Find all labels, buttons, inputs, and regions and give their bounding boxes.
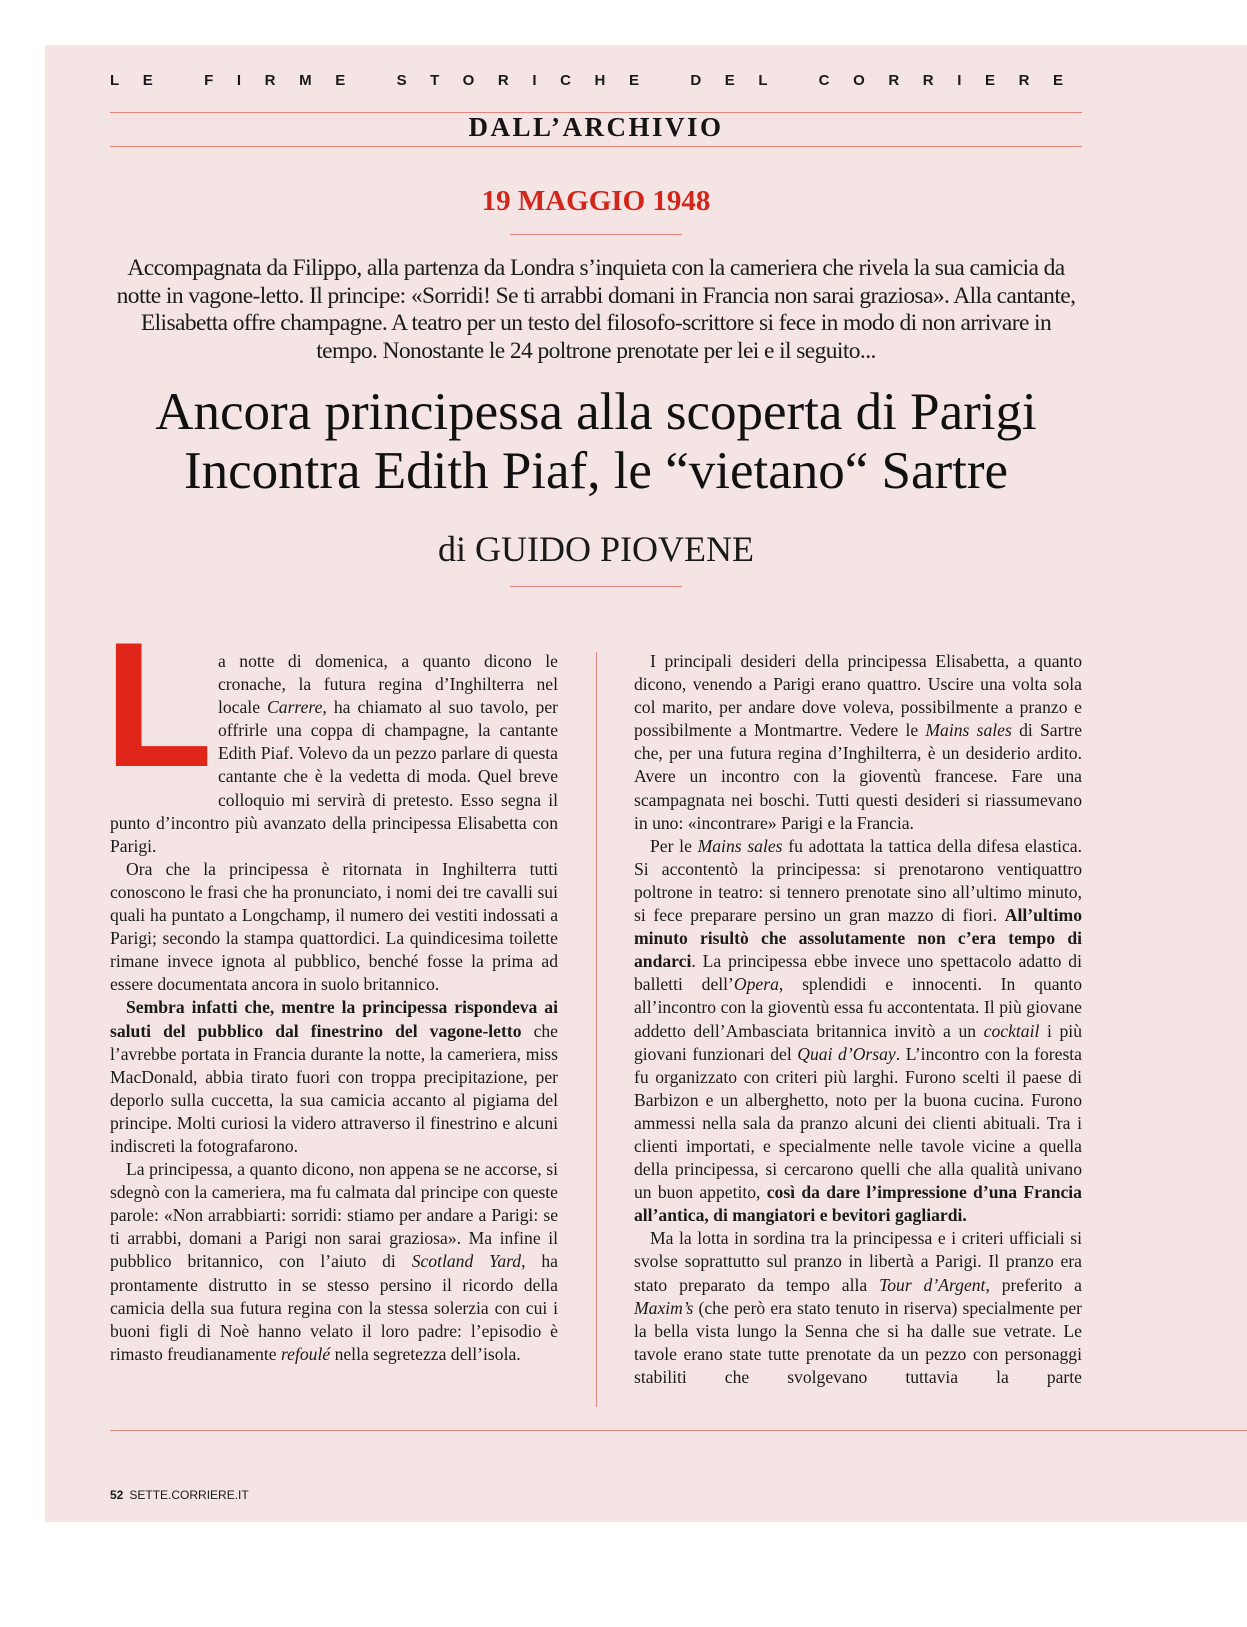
text: , ha chiamato al suo tavolo, per offrirle una coppa di champagne, la cantante Edith Piaf. Volevo da un pezzo parlare di questa cantante che è la vedetta di moda. Quel breve colloquio mi servirà di pretesto. Esso segna il punto d’incontro più avanzato della principessa Elisabetta con Parigi. — [110, 697, 558, 856]
column-divider — [596, 652, 597, 1407]
byline-rule — [510, 586, 682, 587]
italic-text: Mains sales — [925, 720, 1012, 741]
magazine-page — [45, 45, 1247, 1522]
series-kicker: LE FIRME STORICHE DEL CORRIERE — [110, 72, 1087, 89]
text: . La principessa ebbe invece uno spettacolo adatto di balletti dell’ — [634, 951, 1082, 995]
text: La principessa, a quanto dicono, non appena se ne accorse, si sdegnò con la cameriera, ma fu calmata dal principe con queste parole: «Non arrabbiarti: sorridi: stiamo per andare a Parigi: se ti arrabbi, domani a Parigi non sarai graziosa». Ma infine il pubblico britannico, con l’aiuto di — [110, 1159, 558, 1272]
body-paragraph — [110, 858, 558, 997]
text: Ma la lotta in sordina tra la principessa e i criteri ufficiali si svolse soprattutto sul pranzo in libertà a Parigi. Il pranzo era stato preparato da tempo alla — [634, 1228, 1082, 1295]
drop-cap-letter: L — [104, 605, 213, 804]
bold-text: Sembra infatti che, mentre la principessa rispondeva ai saluti del pubblico dal finestrino del vagone-letto — [110, 997, 558, 1041]
section-title: DALL’ARCHIVIO — [468, 112, 724, 142]
text: . L’incontro con la foresta fu organizzato con criteri più larghi. Furono scelti il paese di Barbizon e un alberghetto, noto per la buona cucina. Furono ammessi nella sala da pranzo alcuni dei clienti abituali. Tra i clienti importati, e specialmente nelle tavole vicine a quella della principessa, si cercarono quelli che alla qualità univano un buon appetito, — [634, 1043, 1082, 1203]
body-paragraph — [634, 650, 1082, 835]
article-deck: Accompagnata da Filippo, alla partenza da Londra s’inquieta con la cameriera che rivela la sua camicia da notte in vagone-letto. Il principe: «Sorridi! Se ti arrabbi domani in Francia non sarai graziosa». Alla cantante, Elisabetta offre champagne. A teatro per un testo del filosofo-scrittore si fece in modo di non arrivare in tempo. Nonostante le 24 poltrone prenotate per lei e il seguito... — [116, 255, 1076, 364]
body-paragraph — [634, 835, 1082, 1228]
footer-site: SETTE.CORRIERE.IT — [129, 1488, 249, 1502]
text: , preferito a — [985, 1274, 1082, 1295]
italic-text: Quai d’Orsay — [797, 1043, 896, 1064]
body-paragraph — [634, 1227, 1082, 1389]
body-paragraph — [110, 1158, 558, 1366]
drop-cap — [104, 605, 218, 804]
section-rule — [110, 146, 1082, 147]
text: che l’avrebbe portata in Francia durante la notte, la cameriera, miss MacDonald, abbia tirato fuori con troppa precipitazione, per deporlo sulla cuccetta, la sua camicia accanto al pigiama del principe. Molti curiosi la videro attraverso il finestrino e alcuni indiscreti la fotografarono. — [110, 1020, 558, 1156]
italic-text: Scotland Yard — [411, 1251, 522, 1272]
article-date: 19 MAGGIO 1948 — [481, 185, 711, 217]
bottom-rule — [110, 1430, 1247, 1431]
bold-text: All’ultimo minuto risultò che assolutamente non c’era tempo di andarci — [634, 905, 1082, 972]
text: I principali desideri della principessa Elisabetta, a quanto dicono, venendo a Parigi erano quattro. Uscire una volta sola col marito, per andare dove voleva, possibilmente a pranzo e possibilmente a Montmartre. Vedere le — [634, 651, 1082, 741]
text: nella segretezza dell’isola. — [330, 1343, 521, 1364]
headline-line-2: Incontra Edith Piaf, le “vietano“ Sartre — [183, 442, 1009, 500]
italic-text: cocktail — [983, 1020, 1040, 1041]
text: (che però era stato tenuto in riserva) specialmente per la bella vista lungo la Senna che si ha dalle sue vetrate. Le tavole erano state tutte prenotate da un pezzo con personaggi stabiliti che svolgevano tuttavia la parte — [634, 1297, 1082, 1387]
body-column-left — [104, 605, 558, 1366]
page-footer — [110, 1488, 249, 1502]
text: di Sartre che, per una futura regina d’Inghilterra, è un desiderio ardito. Avere un incontro con la gioventù francese. Fare una scampagnata nei boschi. Tutti questi desideri si riassumevano in uno: «incontrare» Parigi e la Francia. — [634, 720, 1083, 833]
italic-text: Maxim’s — [634, 1297, 694, 1318]
italic-text: Opera — [733, 974, 779, 995]
text: Per le — [650, 835, 698, 856]
text: , ha prontamente distrutto in se stesso persino il ricordo della camicia della sua futura regina con la stessa solerzia con cui i buoni figli di Noè hanno velato il loro padre: l’episodio è rimasto freudianamente — [110, 1251, 558, 1364]
italic-text: refoulé — [280, 1343, 331, 1364]
body-paragraph — [110, 996, 558, 1158]
text: Ora che la principessa è ritornata in Inghilterra tutti conoscono le frasi che ha pronunciato, i nomi dei tre cavalli sui quali ha puntato a Longchamp, il numero dei vestiti indossati a Parigi; secondo la stampa quattordici. La quindicesima toilette rimane invece ignota al pubblico, benché fosse la prima ad essere documentata ancora in suolo britannico. — [110, 858, 558, 995]
text: fu adottata la tattica della difesa elastica. Si accontentò la principessa: si prenotarono ventiquattro poltrone in teatro: si tennero prenotate sino all’ultimo minuto, si fece preparare persino un gran mazzo di fiori. — [634, 835, 1082, 926]
italic-text: Tour d’Argent — [879, 1274, 986, 1295]
date-rule — [510, 234, 682, 235]
article-headline — [85, 383, 1107, 501]
italic-text: Carrere — [267, 697, 323, 718]
text: i più giovani funzionari del — [634, 1020, 1082, 1064]
body-column-right — [634, 650, 1082, 1389]
headline-line-1: Ancora principessa alla scoperta di Parigi — [155, 383, 1037, 441]
page-number: 52 — [110, 1488, 124, 1502]
article-byline: di GUIDO PIOVENE — [438, 529, 754, 569]
italic-text: Mains sales — [697, 835, 783, 856]
text: a notte di domenica, a quanto dicono le cronache, la futura regina d’Inghilterra nel locale — [218, 651, 558, 718]
text: , splendidi e innocenti. In quanto all’incontro con la gioventù essa fu accontentata. Il più giovane addetto dell’Ambasciata britannica invitò a un — [634, 974, 1082, 1041]
bold-text: così da dare l’impressione d’una Francia all’antica, di mangiatori e bevitori gagliardi. — [634, 1182, 1082, 1226]
